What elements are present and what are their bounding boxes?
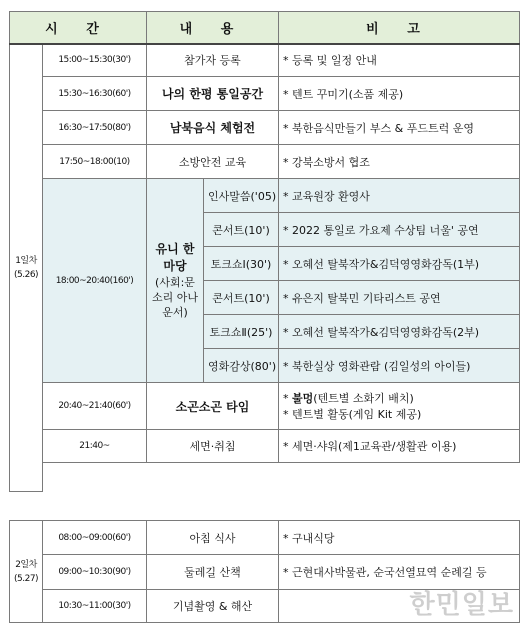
unity-item: 콘서트(10') <box>204 213 279 247</box>
unity-time-cell: 18:00~20:40(160') <box>43 179 147 383</box>
table-row <box>10 111 520 145</box>
content-cell: 나의 한평 통일공간 <box>147 77 279 111</box>
content-cell: 세면·취침 <box>147 430 279 463</box>
unity-title-line1: 유니 한 <box>155 242 195 256</box>
note-cell: * 2022 통일로 가요제 수상팀 너울' 공연 <box>279 213 520 247</box>
time-cell: 21:40~ <box>43 430 147 463</box>
unity-item: 토크쇼Ⅱ(25') <box>204 315 279 349</box>
note-cell: * 교육원장 환영사 <box>279 179 520 213</box>
table-row <box>10 521 520 555</box>
table-row <box>10 77 520 111</box>
day2-cell <box>10 521 43 623</box>
day2-label: 2일차 <box>15 559 37 570</box>
day2-date: (5.27) <box>14 573 39 584</box>
note-cell: * 텐트 꾸미기(소품 제공) <box>279 77 520 111</box>
time-cell: 17:50~18:00(10) <box>43 145 147 179</box>
note-rest: (텐트별 소화기 배치) <box>313 392 414 405</box>
table-row <box>10 383 520 430</box>
watermark-logo: 한민일보 <box>409 590 514 620</box>
unity-item: 콘서트(10') <box>204 281 279 315</box>
content-cell: 둘레길 산책 <box>147 555 279 590</box>
header-time: 시 간 <box>10 12 147 44</box>
content-cell: 소방안전 교육 <box>147 145 279 179</box>
note-cell: * 오혜선 탈북작가&김덕영영화감독(2부) <box>279 315 520 349</box>
spacer-row <box>10 463 520 492</box>
content-cell: 기념촬영 & 해산 <box>147 590 279 623</box>
note-cell <box>279 383 520 430</box>
day1-label: 1일차 <box>15 255 37 266</box>
unity-title-cell <box>147 179 204 383</box>
note-cell: * 강북소방서 협조 <box>279 145 520 179</box>
table-row <box>10 145 520 179</box>
unity-item: 영화감상(80') <box>204 349 279 383</box>
time-cell: 20:40~21:40(60') <box>43 383 147 430</box>
content-cell: 참가자 등록 <box>147 44 279 77</box>
header-content: 내 용 <box>147 12 279 44</box>
day1-date: (5.26) <box>14 269 39 280</box>
note-line-2: * 텐트별 활동(게임 Kit 제공) <box>283 408 422 421</box>
unity-title-line2: 마당 <box>163 259 187 273</box>
content-cell: 소곤소곤 타임 <box>147 383 279 430</box>
note-line-1: * 불멍(텐트별 소화기 배치) <box>283 392 414 405</box>
table-row <box>10 430 520 463</box>
table-row <box>10 179 520 213</box>
header-row <box>10 12 520 44</box>
note-cell: * 등록 및 일정 안내 <box>279 44 520 77</box>
note-cell: * 근현대사박물관, 순국선열묘역 순례길 등 <box>279 555 520 590</box>
time-cell: 09:00~10:30(90') <box>43 555 147 590</box>
schedule-table <box>9 11 520 623</box>
spacer-row <box>10 492 520 521</box>
content-cell: 남북음식 체험전 <box>147 111 279 145</box>
time-cell: 16:30~17:50(80') <box>43 111 147 145</box>
note-cell: * 오혜선 탈북작가&김덕영영화감독(1부) <box>279 247 520 281</box>
header-note: 비 고 <box>279 12 520 44</box>
time-cell: 08:00~09:00(60') <box>43 521 147 555</box>
note-cell: * 북한음식만들기 부스 & 푸드트럭 운영 <box>279 111 520 145</box>
unity-subtitle: (사회:문소리 아나운서) <box>151 276 198 319</box>
note-cell: * 세면·샤워(제1교육관/생활관 이용) <box>279 430 520 463</box>
note-cell: * 북한실상 영화관람 (김일성의 아이들) <box>279 349 520 383</box>
time-cell: 10:30~11:00(30') <box>43 590 147 623</box>
time-cell: 15:00~15:30(30') <box>43 44 147 77</box>
time-cell: 15:30~16:30(60') <box>43 77 147 111</box>
content-cell: 아침 식사 <box>147 521 279 555</box>
day1-cell <box>10 44 43 492</box>
unity-item: 토크쇼Ⅰ(30') <box>204 247 279 281</box>
unity-item: 인사말씀('05) <box>204 179 279 213</box>
note-cell: * 구내식당 <box>279 521 520 555</box>
table-row <box>10 44 520 77</box>
note-cell: * 유은지 탈북민 기타리스트 공연 <box>279 281 520 315</box>
note-bold: 불멍 <box>292 392 314 405</box>
